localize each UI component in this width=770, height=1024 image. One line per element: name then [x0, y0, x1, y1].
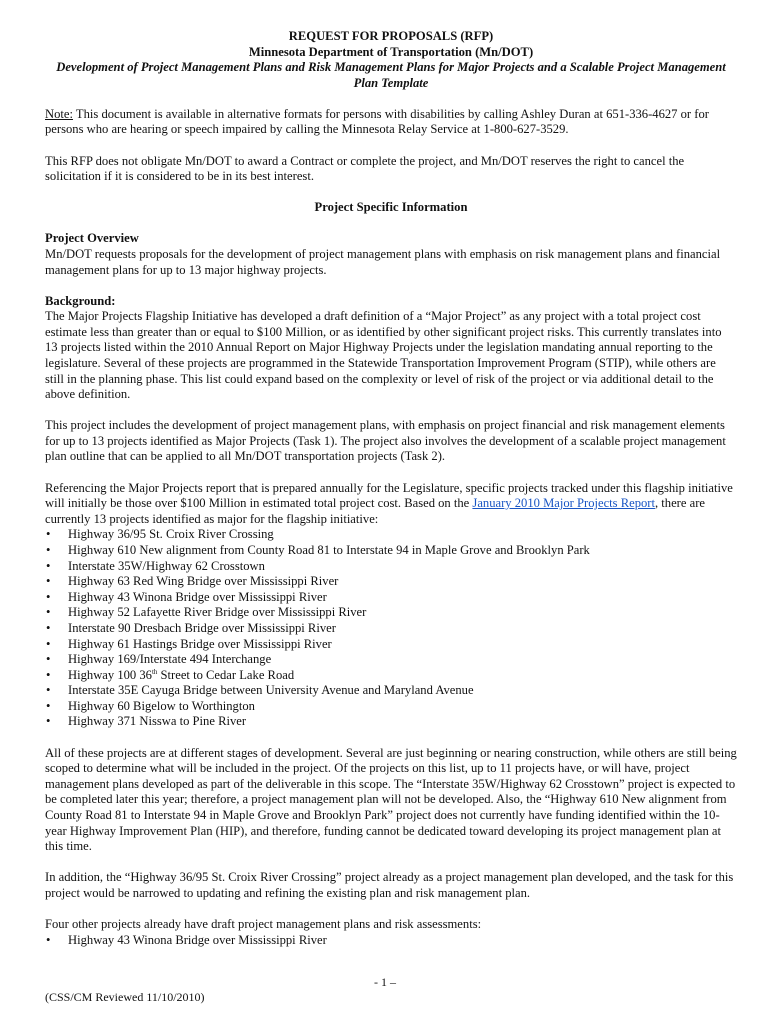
background-paragraph-1: The Major Projects Flagship Initiative has developed a draft definition of a “Major Project” as any project with a total project cost estimate less than greater than or equal to $100 Million, or as identified by other significant project risks. This currently translates into 13 projects listed within the 2010 Annual Report on Major Highway Projects under the legislation mandating annual reporting to the legislature. Several of these projects are programmed in the Statewide Transportation Improvement Program (STIP), while others are still in the planning phase. This list could expand based on the complexity or level of risk of the project or via additional detail to the above definition.: [45, 309, 722, 402]
list-item: • Highway 43 Winona Bridge over Mississippi River: [46, 932, 327, 947]
background-paragraph-3: [45, 481, 737, 528]
page-number: - 1 –: [374, 975, 396, 989]
croix-paragraph: In addition, the “Highway 36/95 St. Croix River Crossing” project already as a project management plan developed, and the task for this project would be narrowed to updating and refining the existing plan and risk management plan.: [45, 870, 734, 900]
document-body: [45, 29, 737, 948]
para3-text-after: , there are currently 13 projects identified as major for the flagship initiative:: [45, 496, 705, 526]
disclaimer-paragraph: This RFP does not obligate Mn/DOT to award a Contract or complete the project, and Mn/DOT reserves the right to cancel the solicitation if it is considered to be in its best interest.: [45, 153, 685, 184]
list-item: • Highway 52 Lafayette River Bridge over Mississippi River: [46, 605, 367, 620]
project-title: Development of Project Management Plans and Risk Management Plans for Major Projects and a Scalable Project Management Plan Template: [56, 60, 726, 90]
list-item: • Highway 61 Hastings Bridge over Mississippi River: [46, 636, 332, 651]
list-item: • Highway 63 Red Wing Bridge over Mississippi River: [46, 574, 339, 589]
bullet-icon: •: [46, 542, 51, 557]
bullet-icon: •: [46, 698, 51, 713]
bullet-icon: •: [46, 683, 51, 698]
bullet-icon: •: [46, 527, 51, 542]
bullet-icon: •: [46, 714, 51, 729]
list-item: • Highway 60 Bigelow to Worthington: [46, 698, 255, 713]
list-item: • Highway 100 36th Street to Cedar Lake Road: [46, 667, 295, 682]
agency-title: Minnesota Department of Transportation (Mn/DOT): [248, 44, 534, 59]
accessibility-note: [45, 107, 737, 138]
draft-projects-list: [45, 933, 737, 949]
para3-text-before: Referencing the Major Projects report that is prepared annually for the Legislature, specific projects tracked under this flagship initiative will initially be those over $100 Million in estimated total project cost. Based on the: [45, 480, 733, 511]
list-item: • Interstate 90 Dresbach Bridge over Mississippi River: [46, 620, 336, 635]
section-title: Project Specific Information: [314, 200, 468, 215]
major-projects-list: [45, 527, 737, 730]
list-item: • Interstate 35E Cayuga Bridge between University Avenue and Maryland Avenue: [46, 683, 474, 698]
background-heading: Background:: [45, 293, 116, 308]
list-item: • Highway 610 New alignment from County Road 81 to Interstate 94 in Maple Grove and Brooklyn Park: [46, 542, 590, 557]
overview-heading: Project Overview: [45, 231, 139, 246]
bullet-icon: •: [46, 667, 51, 682]
draft-plans-intro: Four other projects already have draft project management plans and risk assessments:: [45, 916, 482, 931]
overview-paragraph: Mn/DOT requests proposals for the development of project management plans with emphasis on risk management plans and financial management plans for up to 13 major highway projects.: [45, 246, 721, 277]
bullet-icon: •: [46, 932, 51, 947]
stages-paragraph: All of these projects are at different stages of development. Several are just beginning or nearing construction, while others are still being scoped to determine what will be included in the project. Of the projects on this list, up to 11 projects have, or will have, project management plans developed as part of the deliverable in this scope. The “Interstate 35W/Highway 62 Crosstown” project is expected to be completed later this year; therefore, a project management plan will not be developed. Also, the “Highway 610 New alignment from County Road 81 to Interstate 94 in Maple Grove and Brooklyn Park” project does not currently have funding identified within the 10-year Highway Improvement Plan (HIP), and therefore, funding cannot be dedicated toward developing its project management plan at this time.: [45, 745, 737, 854]
list-item: • Highway 371 Nisswa to Pine River: [46, 714, 247, 729]
bullet-icon: •: [46, 636, 51, 651]
major-projects-report-link[interactable]: January 2010 Major Projects Report: [472, 496, 655, 511]
review-stamp: (CSS/CM Reviewed 11/10/2010): [45, 990, 205, 1004]
bullet-icon: •: [46, 589, 51, 604]
list-item: • Highway 36/95 St. Croix River Crossing: [46, 527, 274, 542]
bullet-icon: •: [46, 605, 51, 620]
note-text: This document is available in alternative formats for persons with disabilities by calling Ashley Duran at 651-336-4627 or for persons who are hearing or speech impaired by calling the Minnesota Relay Service at 1-800-627-3529.: [45, 106, 709, 137]
bullet-icon: •: [46, 574, 51, 589]
list-item: • Interstate 35W/Highway 62 Crosstown: [46, 558, 265, 573]
bullet-icon: •: [46, 652, 51, 667]
note-label: Note:: [45, 106, 73, 121]
background-paragraph-2: This project includes the development of project management plans, with emphasis on project financial and risk management elements for up to 13 projects identified as Major Projects (Task 1). The project also involves the development of a scalable project management plan outline that can be applied to all Mn/DOT transportation projects (Task 2).: [45, 418, 726, 464]
list-item: • Highway 43 Winona Bridge over Mississippi River: [46, 589, 327, 604]
bullet-icon: •: [46, 558, 51, 573]
list-item: • Highway 169/Interstate 494 Interchange: [46, 652, 272, 667]
bullet-icon: •: [46, 620, 51, 635]
rfp-title: REQUEST FOR PROPOSALS (RFP): [288, 29, 494, 43]
